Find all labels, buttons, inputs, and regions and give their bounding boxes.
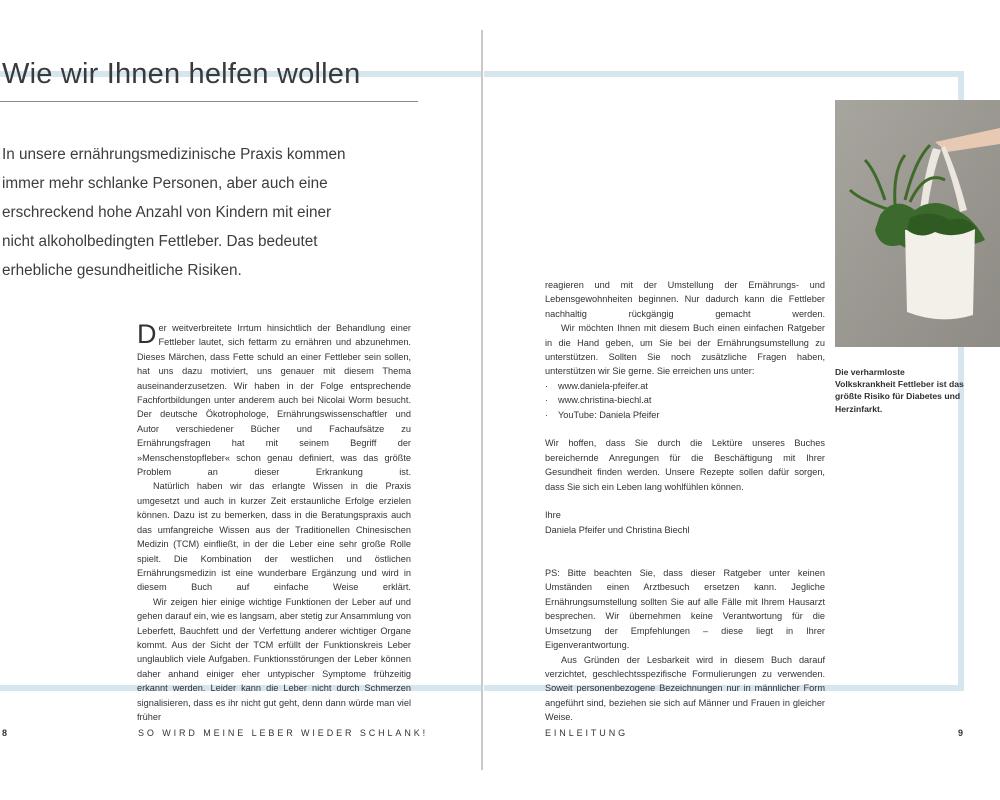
body-paragraph: Wir hoffen, dass Sie durch die Lektüre unseres Buches bereichernde Anregungen für die Beschäftigung mit Ihrer Gesundheit finden werden. Unsere Rezepte sollen dafür sorgen, dass Sie sich ein Leben lang wohlfühlen können. — [545, 438, 825, 492]
body-paragraph: reagieren und mit der Umstellung der Ernährungs- und Lebensgewohnheiten beginnen. Nur dadurch kann die Fettleber nachhaltig rückgängig gemacht werden. — [545, 280, 825, 319]
tote-bag-illustration — [835, 100, 1000, 347]
photo-tote-bag-greens — [835, 100, 1000, 347]
bullet: · — [545, 380, 549, 391]
body-paragraph: Wir möchten Ihnen mit diesem Buch einen einfachen Ratgeber in die Hand geben, um Sie bei der Ernährungsumstellung zu unterstützen. Sollten Sie noch zusätzliche Fragen haben, unterstützen wir Sie gerne. Sie erreichen uns unter: — [545, 323, 825, 377]
contact-list-item — [545, 393, 825, 407]
body-column-right — [545, 278, 825, 725]
page-number-left: 8 — [2, 728, 8, 738]
bullet: · — [545, 409, 549, 420]
page-gutter — [481, 30, 483, 770]
closing: Ihre — [545, 510, 561, 521]
contact-link-website[interactable]: www.christina-biechl.at — [558, 395, 652, 406]
photo-caption: Die verharmloste Volkskrankheit Fettleber ist das größte Risiko für Diabetes und Herzinfarkt. — [835, 367, 964, 414]
bullet: · — [545, 395, 549, 406]
intro-line: immer mehr schlanke Personen, aber auch eine — [2, 175, 328, 192]
intro-text — [2, 140, 422, 285]
body-paragraph: Natürlich haben wir das erlangte Wissen in die Praxis umgesetzt und auch in kurzer Zeit erstaunliche Erfolge erzielen können. Dazu ist zu bemerken, dass in die Beratungspraxis auch das umfangreiche Wissen aus der Traditionellen Chinesischen Medizin (TCM) einfließt, in der die Leber eine sehr große Rolle spielt. Die Kombination der westlichen und östlichen Ernährungsmedizin ist eine wunderbare Ergänzung und wird in diesem Buch auf einfache Weise erklärt. — [137, 481, 411, 593]
contact-list-item — [545, 379, 825, 393]
contact-link-website[interactable]: www.daniela-pfeifer.at — [558, 380, 648, 391]
body-paragraph: Wir zeigen hier einige wichtige Funktionen der Leber auf und gehen darauf ein, wie es langsam, aber stetig zur Ansammlung von Leberfett, Bauchfett und der Verfettung anderer wichtiger Organe kommt. Aus der Sicht der TCM erfüllt der Funktionskreis Leber unglaublich viele Aufgaben. Funktionsstörungen der Leber können daher anhand einiger eher untypischer Symptome frühzeitig erkannt werden. Leider kann die Leber nicht durch Schmerzen signalisieren, dass es ihr nicht gut geht, denn dann würde man viel früher — [137, 596, 411, 722]
body-paragraph: er weitverbreitete Irrtum hinsichtlich der Behandlung einer Fettleber lautet, sich fettarm zu ernähren und abzunehmen. Dieses Märchen, dass Fette schuld an einer Fettleber sein sollen, hat uns dazu motiviert, uns genauer mit diesem Thema auseinanderzusetzen. Wir haben in der Folge entsprechende Fachfortbildungen unter anderem auch bei Nicolai Worm besucht. Der deutsche Ökotrophologe, Ernährungswissenschaftler und Autor verschiedener Bücher und Fachaufsätze zu Ernährungsfragen hat mit seinem Begriff der »Menschenstopfleber« schon genau definiert, was das größte Problem an dieser Erkrankung ist. — [137, 323, 411, 478]
body-column-left — [137, 321, 411, 724]
dropcap: D — [137, 319, 157, 349]
signature: Daniela Pfeifer und Christina Biechl — [545, 524, 690, 535]
contact-youtube: YouTube: Daniela Pfeifer — [558, 409, 660, 420]
page-title: Wie wir Ihnen helfen wollen — [2, 58, 361, 90]
intro-line: In unsere ernährungsmedizinische Praxis kommen — [2, 146, 346, 163]
intro-line: erschreckend hohe Anzahl von Kindern mit einer — [2, 204, 332, 221]
running-title-right: EINLEITUNG — [545, 728, 629, 738]
body-paragraph: Aus Gründen der Lesbarkeit wird in diesem Buch darauf verzichtet, geschlechtsspezifische Formulierungen zu verwenden. Soweit personenbezogene Bezeichnungen nur in männlicher Form angeführt sind, beziehen sie sich auf Männer und Frauen in gleicher Weise. — [545, 654, 825, 723]
running-title-left: SO WIRD MEINE LEBER WIEDER SCHLANK! — [138, 728, 429, 738]
page-number-right: 9 — [958, 728, 964, 738]
intro-line: nicht alkoholbedingten Fettleber. Das bedeutet — [2, 233, 318, 250]
contact-list-item — [545, 408, 825, 422]
ps-paragraph: PS: Bitte beachten Sie, dass dieser Ratgeber unter keinen Umständen einen Arztbesuch ersetzen kann. Jegliche Ernährungsumstellung sollten Sie auf alle Fälle mit Ihrem Hausarzt besprechen. Wir übernehmen keine Verantwortung für die Umsetzung der Empfehlungen – diese liegt in Ihrer Eigenverantwortung. — [545, 568, 825, 651]
title-rule — [0, 101, 418, 102]
intro-line: erhebliche gesundheitliche Risiken. — [2, 262, 242, 279]
